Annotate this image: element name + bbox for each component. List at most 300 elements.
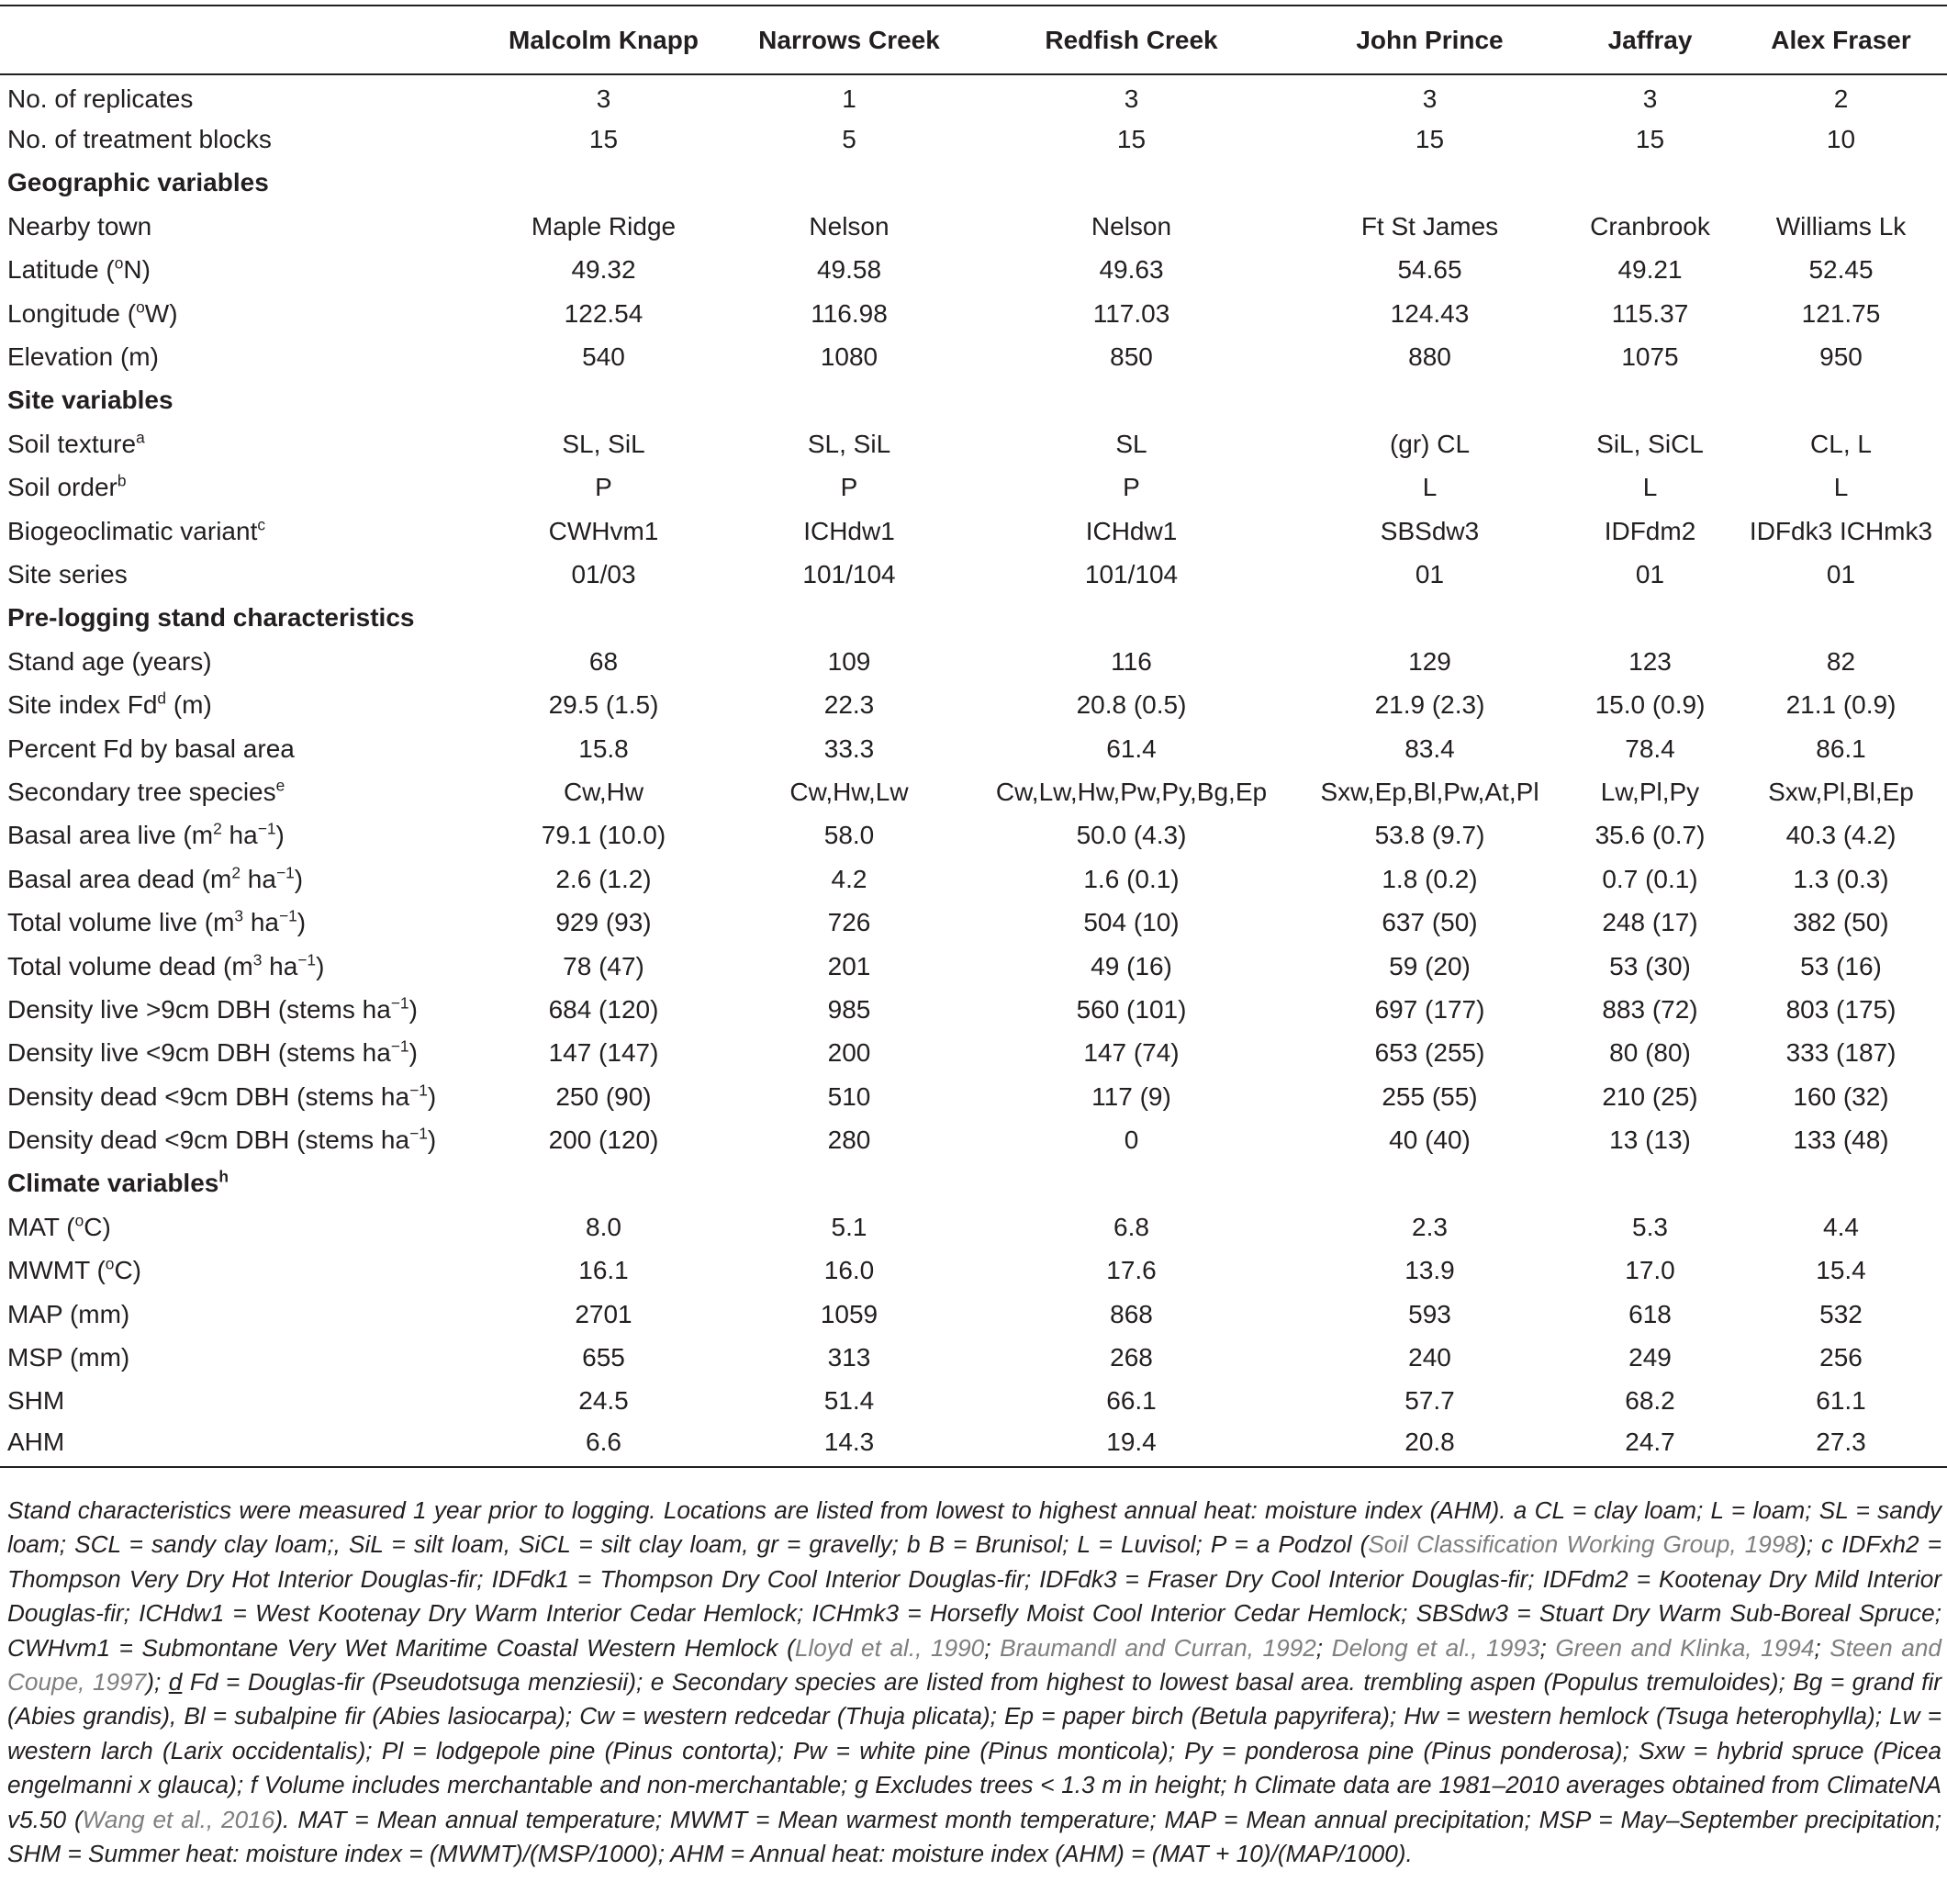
row-label bbox=[0, 118, 477, 161]
table-cell: 20.8 bbox=[1294, 1423, 1565, 1466]
section-title-text: Pre-logging stand characteristics bbox=[7, 603, 415, 633]
table-row bbox=[0, 640, 1947, 683]
table-row bbox=[0, 1118, 1947, 1161]
row-label bbox=[0, 1032, 477, 1075]
row-label-superscript: o bbox=[74, 1211, 84, 1230]
table-cell: 382 (50) bbox=[1793, 908, 1889, 937]
row-label-superscript: −1 bbox=[409, 1124, 428, 1143]
row-label bbox=[0, 1423, 477, 1466]
table-row bbox=[0, 510, 1947, 553]
row-label bbox=[0, 249, 477, 292]
table-cell: 803 (175) bbox=[1785, 994, 1897, 1024]
table-cell: Nelson bbox=[1091, 211, 1172, 241]
row-label-text: Total volume dead (m bbox=[7, 951, 253, 980]
table-cell: 117.03 bbox=[1092, 298, 1170, 328]
table-cell: 49.63 bbox=[1099, 255, 1164, 285]
row-label-text: ) bbox=[275, 821, 285, 850]
table-cell: 15 bbox=[588, 125, 619, 154]
table-cell: (gr) CL bbox=[1389, 429, 1471, 458]
row-label-text: ) bbox=[294, 864, 304, 893]
row-label-superscript: d bbox=[157, 689, 167, 708]
table-cell: 40 (40) bbox=[1389, 1126, 1471, 1155]
row-label bbox=[0, 770, 477, 813]
table-cell: 1080 bbox=[820, 342, 878, 372]
table-row bbox=[0, 770, 1947, 813]
table-cell: 2.6 (1.2) bbox=[555, 864, 652, 893]
table-cell: 61.1 bbox=[1816, 1386, 1866, 1416]
table-cell: 29.5 (1.5) bbox=[548, 690, 659, 720]
row-label bbox=[0, 1075, 477, 1118]
table-cell: 115.37 bbox=[1611, 298, 1689, 328]
footnote-text: Stand characteristics were measured 1 year prior to logging. Locations are listed from lowest to highest annual heat: moisture index (AHM). a CL = clay loam; L = loam; SL = sandy loam; SCL = sandy clay loam;, SiL = silt loam, SiCL = silt clay loam, gr = gravelly; b B = Brunisol; L = Luvisol; P = a Podzol ( bbox=[7, 1496, 1941, 1559]
table-cell: 868 bbox=[1110, 1299, 1153, 1328]
table-cell: 200 (120) bbox=[548, 1126, 659, 1155]
row-label bbox=[0, 74, 477, 118]
table-cell: 49 (16) bbox=[1091, 951, 1172, 980]
table-cell: 40.3 (4.2) bbox=[1785, 821, 1897, 850]
table-cell: 540 bbox=[582, 342, 625, 372]
table-row bbox=[0, 945, 1947, 988]
table-cell: IDFdm2 bbox=[1604, 516, 1696, 545]
table-cell: 101/104 bbox=[802, 559, 896, 588]
table-cell: 35.6 (0.7) bbox=[1595, 821, 1706, 850]
footnote-text: ; bbox=[984, 1633, 1001, 1662]
table-cell: 20.8 (0.5) bbox=[1076, 690, 1187, 720]
table-cell: 27.3 bbox=[1735, 1423, 1947, 1466]
table-cell: 4.4 bbox=[1823, 1212, 1859, 1241]
table-cell: 86.1 bbox=[1816, 734, 1866, 763]
column-header: Jaffray bbox=[1565, 6, 1735, 74]
footnote-text: Fd = Douglas-fir (Pseudotsuga menziesii); e Secondary species are listed from highest to lowest basal area. trembling aspen (Populus tremuloides); Bg = grand fir (Abies grandis), Bl = subalpine fir (Abies lasiocarpa); Cw = western redcedar (Thuja plicata); Ep = paper birch (Betula papyrifera); Hw = western hemlock (Tsuga heterophylla); Lw = western larch (Larix occidentalis); Pl = lodgepole pine (Pinus contorta); Pw = white pine (Pinus monticola); Py = ponderosa pine (Pinus ponderosa); Sxw = hybrid spruce (Picea engelmanni x glauca); f Volume includes merchantable and non-merchantable; g Excludes trees < 1.3 m in height; h Climate data are 1981–2010 averages obtained from ClimateNA v5.50 ( bbox=[7, 1668, 1941, 1833]
table-cell: L bbox=[1833, 473, 1849, 502]
row-label-text: MWMT ( bbox=[7, 1256, 106, 1285]
table-row bbox=[0, 988, 1947, 1031]
table-cell: 53 (16) bbox=[1800, 951, 1882, 980]
footnote-text: ); bbox=[146, 1668, 169, 1697]
column-header: John Prince bbox=[1294, 6, 1565, 74]
row-label bbox=[0, 1336, 477, 1379]
footnote-text: ; bbox=[1814, 1633, 1830, 1662]
row-label bbox=[0, 466, 477, 510]
citation-link[interactable]: Wang et al., 2016 bbox=[82, 1805, 275, 1833]
row-label-text: N) bbox=[123, 255, 151, 285]
table-cell: 01 bbox=[1415, 559, 1445, 588]
table-cell: 333 (187) bbox=[1785, 1038, 1897, 1068]
table-cell: 13.9 bbox=[1404, 1256, 1455, 1285]
table-cell: 50.0 (4.3) bbox=[1076, 821, 1187, 850]
column-header: Alex Fraser bbox=[1735, 6, 1947, 74]
table-cell: 3 bbox=[1422, 84, 1438, 114]
row-label bbox=[0, 422, 477, 465]
table-row bbox=[0, 74, 1947, 118]
footnote-text: ; bbox=[1315, 1633, 1332, 1662]
table-row bbox=[0, 857, 1947, 901]
row-label bbox=[0, 553, 477, 596]
row-label bbox=[0, 335, 477, 378]
table-cell: 53 (30) bbox=[1609, 951, 1691, 980]
section-title bbox=[0, 597, 1947, 640]
row-label-text: Stand age (years) bbox=[7, 646, 212, 676]
table-row bbox=[0, 118, 1947, 161]
table-cell: 3 bbox=[596, 84, 611, 114]
row-label-text: Density live >9cm DBH (stems ha bbox=[7, 994, 391, 1024]
table-cell: 250 (90) bbox=[555, 1081, 652, 1111]
table-cell: 121.75 bbox=[1801, 298, 1881, 328]
table-row bbox=[0, 1205, 1947, 1249]
table-cell: 17.6 bbox=[1106, 1256, 1157, 1285]
table-cell: 117 (9) bbox=[1091, 1081, 1171, 1111]
table-cell: 16.1 bbox=[578, 1256, 629, 1285]
row-label-text: ) bbox=[427, 1126, 437, 1155]
table-cell: 1 bbox=[842, 84, 856, 114]
table-cell: 504 (10) bbox=[1083, 908, 1180, 937]
table-cell: 1.6 (0.1) bbox=[1083, 864, 1180, 893]
table-cell: 24.7 bbox=[1565, 1423, 1735, 1466]
table-cell: 15.0 (0.9) bbox=[1595, 690, 1706, 720]
row-label-superscript: 3 bbox=[234, 906, 244, 925]
table-cell: ICHdw1 bbox=[803, 516, 895, 545]
table-cell: 249 bbox=[1628, 1343, 1672, 1372]
table-cell: SL, SiL bbox=[807, 429, 891, 458]
table-cell: 653 (255) bbox=[1374, 1038, 1485, 1068]
citation-link[interactable]: Delong et al., 1993 bbox=[1331, 1633, 1540, 1662]
table-cell: 210 (25) bbox=[1602, 1081, 1698, 1111]
table-cell: 697 (177) bbox=[1374, 994, 1485, 1024]
table-cell: 6.8 bbox=[1113, 1212, 1149, 1241]
table-cell: 3 bbox=[1124, 84, 1139, 114]
table-cell: 201 bbox=[827, 951, 871, 980]
table-cell: 14.3 bbox=[730, 1423, 968, 1466]
table-cell: 01/03 bbox=[571, 559, 636, 588]
table-cell: 17.0 bbox=[1625, 1256, 1675, 1285]
table-cell: 80 (80) bbox=[1609, 1038, 1691, 1068]
table-cell: ICHdw1 bbox=[1085, 516, 1178, 545]
row-label bbox=[0, 1118, 477, 1161]
table-row bbox=[0, 292, 1947, 335]
table-row bbox=[0, 1423, 1947, 1466]
table-cell: 57.7 bbox=[1404, 1386, 1455, 1416]
table-cell: 850 bbox=[1110, 342, 1153, 372]
table-cell: 13 (13) bbox=[1609, 1126, 1691, 1155]
table-cell: 950 bbox=[1819, 342, 1863, 372]
table-cell: 655 bbox=[582, 1343, 625, 1372]
row-label bbox=[0, 988, 477, 1031]
table-cell: 49.21 bbox=[1617, 255, 1683, 285]
table-cell: 79.1 (10.0) bbox=[541, 821, 666, 850]
column-header: Redfish Creek bbox=[968, 6, 1294, 74]
table-cell: 49.58 bbox=[816, 255, 882, 285]
row-label bbox=[0, 945, 477, 988]
table-cell: Cranbrook bbox=[1590, 211, 1710, 241]
row-label-text: MAT ( bbox=[7, 1212, 75, 1241]
table-cell: Cw,Hw bbox=[563, 777, 644, 806]
table-cell: 129 bbox=[1408, 646, 1451, 676]
table-cell: 68 bbox=[588, 646, 619, 676]
row-label-superscript: c bbox=[257, 515, 266, 534]
table-cell: 82 bbox=[1826, 646, 1856, 676]
row-label-text: MSP (mm) bbox=[7, 1343, 130, 1372]
table-cell: 116 bbox=[1111, 646, 1152, 676]
citation-link[interactable]: Lloyd et al., 1990 bbox=[794, 1633, 985, 1662]
row-label-superscript: −1 bbox=[297, 950, 317, 969]
table-cell: 16.0 bbox=[823, 1256, 875, 1285]
table-cell: 61.4 bbox=[1106, 734, 1157, 763]
row-label-text: ) bbox=[408, 994, 418, 1024]
table-header-row bbox=[0, 6, 1947, 74]
table-row bbox=[0, 683, 1947, 726]
row-label bbox=[0, 1205, 477, 1249]
table-cell: 5 bbox=[842, 125, 856, 154]
table-cell: 10 bbox=[1826, 125, 1856, 154]
table-cell: 24.5 bbox=[578, 1386, 629, 1416]
table-row bbox=[0, 1380, 1947, 1423]
row-label-text: W) bbox=[144, 298, 178, 328]
row-label-text: ) bbox=[316, 951, 325, 980]
row-label-text: Nearby town bbox=[7, 211, 152, 241]
row-label-text: MAP (mm) bbox=[7, 1299, 130, 1328]
table-row bbox=[0, 466, 1947, 510]
table-cell: 15.4 bbox=[1816, 1256, 1866, 1285]
row-label-superscript: −1 bbox=[279, 906, 297, 925]
table-cell: 1075 bbox=[1621, 342, 1679, 372]
table-cell: 8.0 bbox=[586, 1212, 621, 1241]
row-label bbox=[0, 640, 477, 683]
table-cell: 01 bbox=[1826, 559, 1856, 588]
row-label bbox=[0, 814, 477, 857]
section-title-text: Geographic variables bbox=[7, 168, 269, 197]
row-label bbox=[0, 857, 477, 901]
table-cell: Cw,Lw,Hw,Pw,Py,Bg,Ep bbox=[995, 777, 1268, 806]
table-cell: 248 (17) bbox=[1602, 908, 1698, 937]
table-cell: SL bbox=[1115, 429, 1147, 458]
citation-link[interactable]: Green and Klinka, 1994 bbox=[1555, 1633, 1815, 1662]
table-cell: 19.4 bbox=[968, 1423, 1294, 1466]
citation-link[interactable]: Braumandl and Curran, 1992 bbox=[1000, 1633, 1316, 1662]
table-cell: 684 (120) bbox=[548, 994, 659, 1024]
row-label-superscript: 2 bbox=[231, 863, 241, 882]
table-cell: 58.0 bbox=[823, 821, 875, 850]
table-cell: 33.3 bbox=[823, 734, 875, 763]
table-cell: 880 bbox=[1408, 342, 1451, 372]
table-cell: 200 bbox=[827, 1038, 871, 1068]
table-row bbox=[0, 205, 1947, 248]
row-label bbox=[0, 1380, 477, 1423]
table-cell: Nelson bbox=[809, 211, 890, 241]
table-cell: 6.6 bbox=[477, 1423, 730, 1466]
table-cell: P bbox=[840, 473, 858, 502]
table-cell: 0 bbox=[1124, 1126, 1139, 1155]
table-footnote bbox=[7, 1494, 1941, 1871]
table-cell: 83.4 bbox=[1404, 734, 1455, 763]
row-label-text: ) bbox=[408, 1038, 418, 1068]
row-label-superscript: −1 bbox=[390, 993, 409, 1013]
row-label-superscript: −1 bbox=[275, 863, 295, 882]
table-cell: 66.1 bbox=[1106, 1386, 1157, 1416]
row-label-text: Basal area dead (m bbox=[7, 864, 232, 893]
table-cell: SL, SiL bbox=[562, 429, 645, 458]
citation-link[interactable]: Steen and Coupe, 1997 bbox=[7, 1633, 1941, 1697]
row-label-superscript: b bbox=[117, 471, 127, 490]
row-label-text: Biogeoclimatic variant bbox=[7, 516, 258, 545]
row-label-text: C) bbox=[84, 1212, 111, 1241]
row-label-text: No. of replicates bbox=[7, 84, 194, 114]
table-cell: 268 bbox=[1110, 1343, 1153, 1372]
table-cell: 133 (48) bbox=[1793, 1126, 1889, 1155]
row-label-text: ) bbox=[297, 908, 307, 937]
table-cell: 78 (47) bbox=[563, 951, 644, 980]
table-cell: 21.9 (2.3) bbox=[1374, 690, 1485, 720]
citation-link[interactable]: Soil Classification Working Group, 1998 bbox=[1368, 1530, 1798, 1559]
footnote-text: ). MAT = Mean annual temperature; MWMT = Mean warmest month temperature; MAP = Mean annual precipitation; MSP = May–September precipitation; SHM = Summer heat: moisture index = (MWMT)/(MSP/1000); AHM = Annual heat: moisture index (AHM) = (MAT + 10)/(MAP/1000). bbox=[7, 1805, 1941, 1868]
row-label-text: Secondary tree species bbox=[7, 777, 276, 806]
table-cell: 160 (32) bbox=[1793, 1081, 1889, 1111]
row-label-text: Basal area live (m bbox=[7, 821, 214, 850]
table-cell: 15 bbox=[1415, 125, 1445, 154]
table-cell: CWHvm1 bbox=[548, 516, 659, 545]
table-cell: 2 bbox=[1833, 84, 1849, 114]
table-cell: Ft St James bbox=[1360, 211, 1499, 241]
table-cell: 15 bbox=[1635, 125, 1665, 154]
table-cell: 68.2 bbox=[1625, 1386, 1675, 1416]
table-cell: 124.43 bbox=[1390, 298, 1470, 328]
table-cell: 1059 bbox=[820, 1299, 878, 1328]
table-cell: 122.54 bbox=[564, 298, 643, 328]
table-cell: 313 bbox=[827, 1343, 871, 1372]
row-label-superscript: e bbox=[275, 776, 285, 795]
table-cell: 53.8 (9.7) bbox=[1374, 821, 1485, 850]
table-row bbox=[0, 1032, 1947, 1075]
section-header-row bbox=[0, 597, 1947, 640]
row-label bbox=[0, 1293, 477, 1336]
section-header-row bbox=[0, 1162, 1947, 1205]
row-label-text: ) bbox=[427, 1081, 437, 1111]
table-cell: 147 (147) bbox=[548, 1038, 659, 1068]
table-cell: 147 (74) bbox=[1083, 1038, 1180, 1068]
table-cell: P bbox=[595, 473, 612, 502]
table-cell: 2701 bbox=[575, 1299, 632, 1328]
table-cell: SiL, SiCL bbox=[1596, 429, 1704, 458]
table-row bbox=[0, 814, 1947, 857]
table-row bbox=[0, 1336, 1947, 1379]
row-label-text: Site index Fd bbox=[7, 690, 158, 720]
row-label-superscript: 3 bbox=[252, 950, 263, 969]
row-label bbox=[0, 727, 477, 770]
row-label-text: Elevation (m) bbox=[7, 342, 159, 372]
table-cell: Maple Ridge bbox=[531, 211, 677, 241]
table-cell: Cw,Hw,Lw bbox=[789, 777, 909, 806]
row-label-text: Density dead <9cm DBH (stems ha bbox=[7, 1081, 410, 1111]
table-row bbox=[0, 249, 1947, 292]
table-cell: SBSdw3 bbox=[1380, 516, 1480, 545]
table-row bbox=[0, 1075, 1947, 1118]
table-cell: Sxw,Ep,Bl,Pw,At,Pl bbox=[1320, 777, 1539, 806]
section-header-row bbox=[0, 162, 1947, 205]
column-header: Narrows Creek bbox=[730, 6, 968, 74]
table-cell: 51.4 bbox=[823, 1386, 875, 1416]
table-cell: 985 bbox=[827, 994, 871, 1024]
table-cell: 256 bbox=[1819, 1343, 1863, 1372]
row-label-text: Density dead <9cm DBH (stems ha bbox=[7, 1126, 410, 1155]
row-label-text: C) bbox=[114, 1256, 141, 1285]
table-cell: 109 bbox=[827, 646, 871, 676]
row-label bbox=[0, 205, 477, 248]
row-label-text: No. of treatment blocks bbox=[7, 125, 272, 154]
table-row bbox=[0, 1249, 1947, 1293]
table-cell: 101/104 bbox=[1084, 559, 1179, 588]
section-title bbox=[0, 379, 1947, 422]
table-cell: 726 bbox=[827, 908, 871, 937]
table-cell: P bbox=[1123, 473, 1140, 502]
row-label-text: ha bbox=[221, 821, 258, 850]
row-label-superscript: −1 bbox=[257, 820, 276, 838]
table-row bbox=[0, 335, 1947, 378]
row-label bbox=[0, 901, 477, 944]
table-cell: L bbox=[1642, 473, 1658, 502]
table-cell: 280 bbox=[827, 1126, 871, 1155]
row-label-text: ha bbox=[241, 864, 276, 893]
row-label bbox=[0, 510, 477, 553]
row-label-text: ha bbox=[243, 908, 279, 937]
table-cell: 510 bbox=[827, 1081, 871, 1111]
row-label-text: Longitude ( bbox=[7, 298, 137, 328]
column-header: Malcolm Knapp bbox=[477, 6, 730, 74]
row-label bbox=[0, 292, 477, 335]
table-cell: 4.2 bbox=[831, 864, 867, 893]
table-cell: 116.98 bbox=[811, 298, 888, 328]
table-cell: 1.3 (0.3) bbox=[1793, 864, 1889, 893]
table-cell: 49.32 bbox=[571, 255, 636, 285]
table-cell: Williams Lk bbox=[1775, 211, 1907, 241]
site-characteristics-table bbox=[0, 5, 1947, 1468]
table-cell: 52.45 bbox=[1808, 255, 1874, 285]
footnote-text: d bbox=[168, 1668, 183, 1697]
table-cell: 5.1 bbox=[831, 1212, 867, 1241]
table-cell: 123 bbox=[1628, 646, 1672, 676]
section-header-row bbox=[0, 379, 1947, 422]
row-label-text: SHM bbox=[7, 1386, 65, 1416]
table-cell: 15.8 bbox=[578, 734, 629, 763]
table-row bbox=[0, 422, 1947, 465]
table-cell: 3 bbox=[1642, 84, 1658, 114]
footnote-text: ; bbox=[1539, 1633, 1556, 1662]
table-cell: L bbox=[1422, 473, 1438, 502]
table-cell: 1.8 (0.2) bbox=[1382, 864, 1478, 893]
row-label-text: Site series bbox=[7, 559, 128, 588]
table-cell: 929 (93) bbox=[555, 908, 652, 937]
table-row bbox=[0, 901, 1947, 944]
row-label-text: Total volume live (m bbox=[7, 908, 235, 937]
row-label-superscript: o bbox=[105, 1254, 115, 1273]
row-label-text: Percent Fd by basal area bbox=[7, 734, 295, 763]
footnote-marker: h bbox=[218, 1168, 229, 1187]
footnote-text: ); c IDFxh2 = Thompson Very Dry Hot Interior Douglas-fir; IDFdk1 = Thompson Dry Cool Interior Douglas-fir; IDFdk3 = Fraser Dry Cool Interior Douglas-fir; IDFdm2 = Kootenay Dry Mild Interior Douglas-fir; ICHdw1 = West Kootenay Dry Warm Interior Cedar Hemlock; ICHmk3 = Horsefly Moist Cool Interior Cedar Hemlock; SBSdw3 = Stuart Dry Warm Sub-Boreal Spruce; CWHvm1 = Submontane Very Wet Maritime Coastal Western Hemlock ( bbox=[7, 1530, 1941, 1662]
table-cell: 21.1 (0.9) bbox=[1785, 690, 1897, 720]
table-body bbox=[0, 74, 1947, 1467]
table-cell: Sxw,Pl,Bl,Ep bbox=[1768, 777, 1914, 806]
row-label-superscript: −1 bbox=[409, 1081, 428, 1100]
table-row bbox=[0, 1293, 1947, 1336]
row-label-superscript: 2 bbox=[213, 820, 222, 838]
table-cell: 0.7 (0.1) bbox=[1602, 864, 1698, 893]
table-cell: 15 bbox=[1116, 125, 1147, 154]
section-title bbox=[0, 1162, 1947, 1205]
row-label-text: ha bbox=[262, 951, 298, 980]
table-cell: 560 (101) bbox=[1076, 994, 1187, 1024]
table-row bbox=[0, 553, 1947, 596]
table-cell: 59 (20) bbox=[1389, 951, 1471, 980]
section-title-text: Site variables bbox=[7, 386, 173, 415]
row-label-text: Density live <9cm DBH (stems ha bbox=[7, 1038, 391, 1068]
